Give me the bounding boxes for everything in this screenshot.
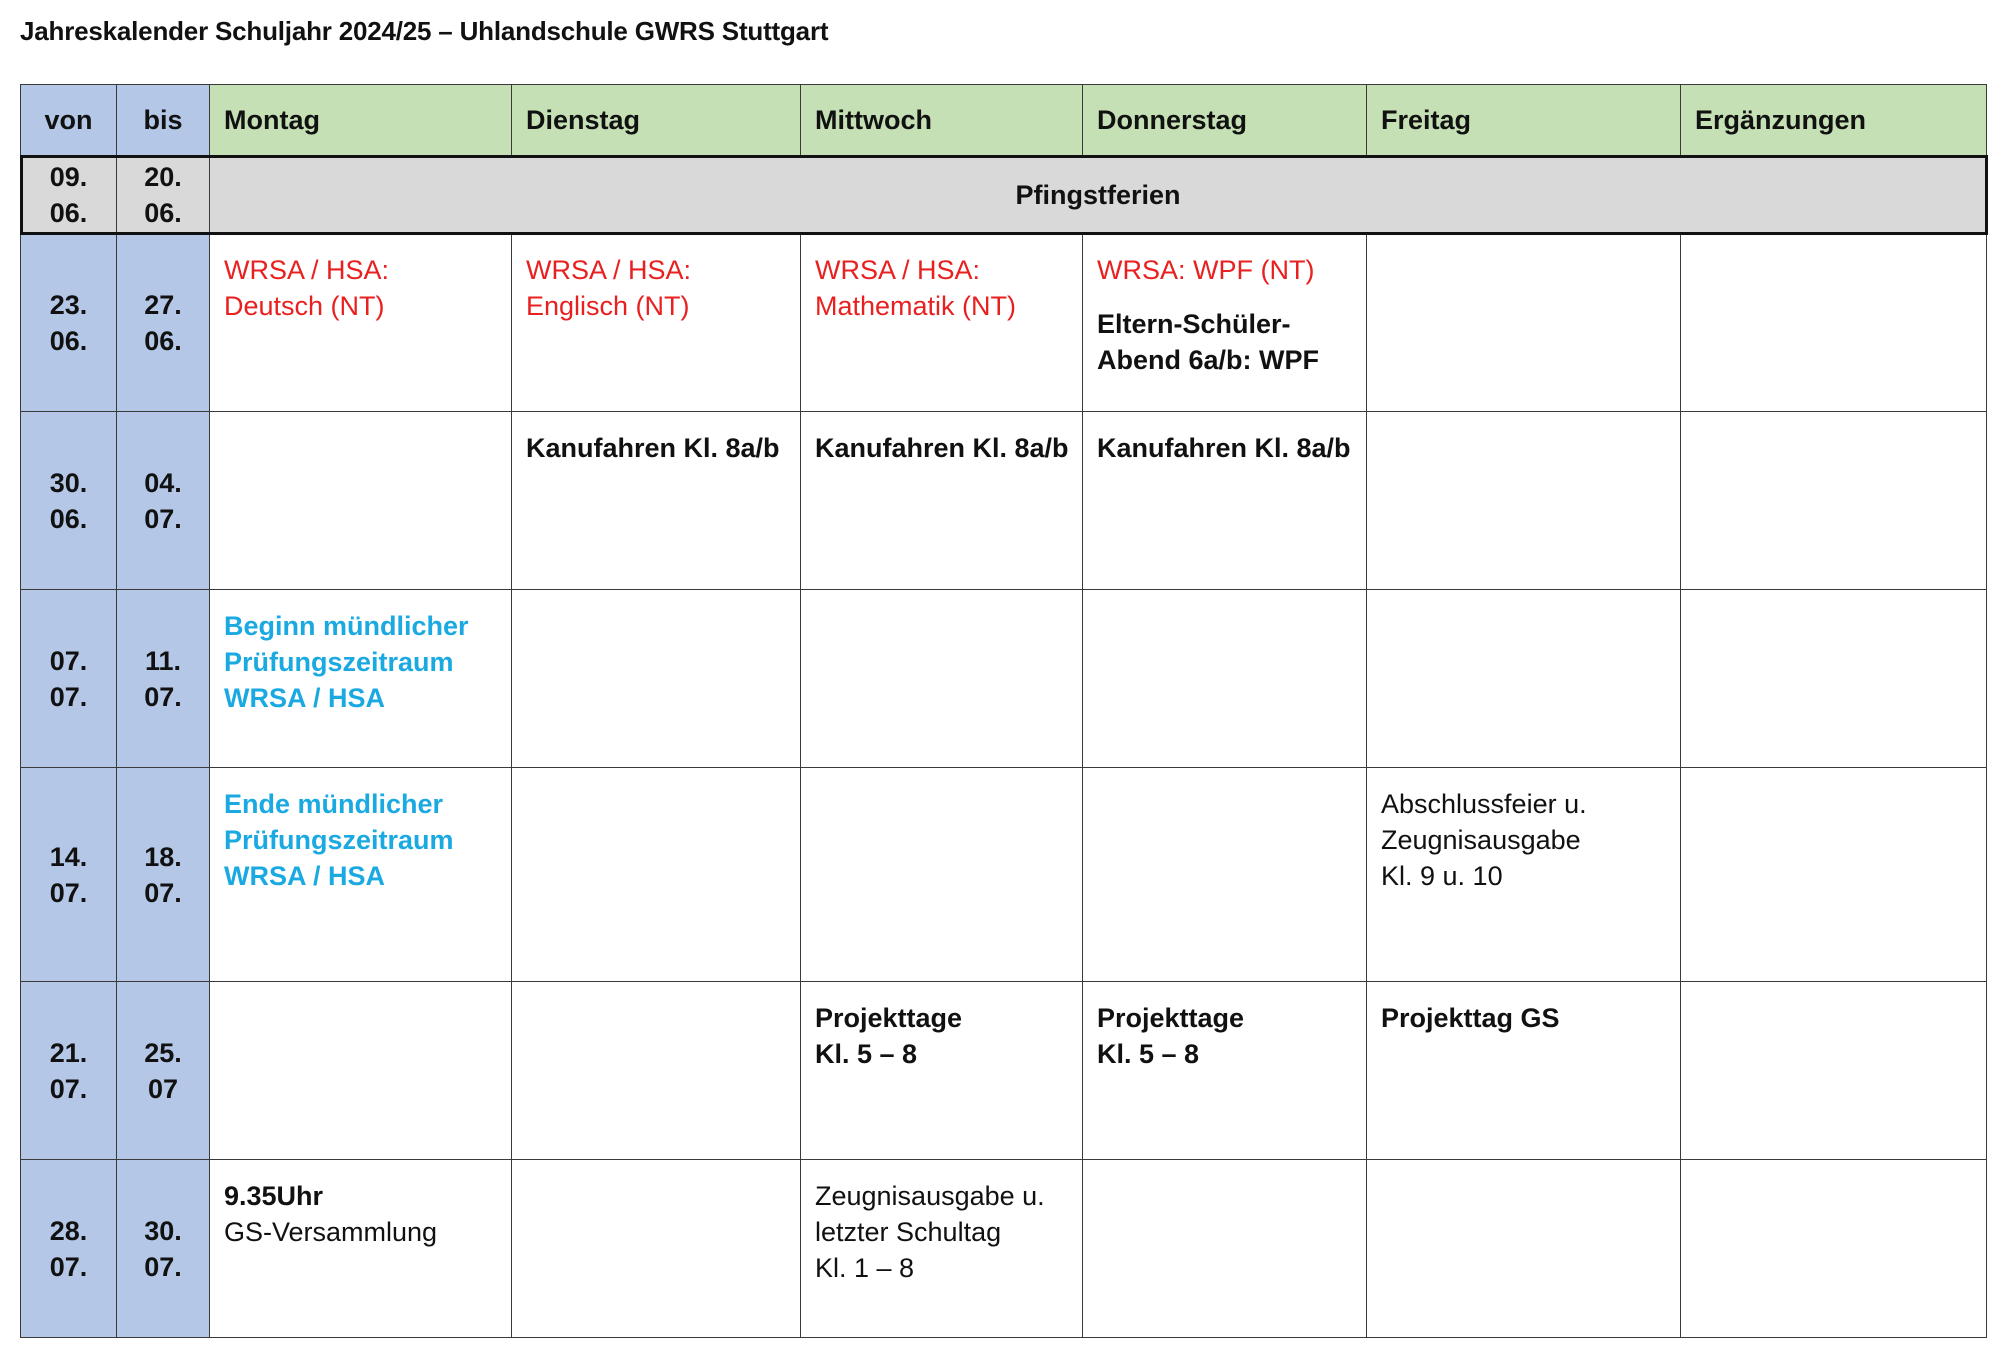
event-text: Abschlussfeier u. Zeugnisausgabe Kl. 9 u. 10 (1381, 789, 1587, 891)
date-bis: 04. 07. (117, 412, 210, 590)
date-von: 30. 06. (21, 412, 117, 590)
week-row-pfingstferien (21, 156, 1987, 234)
date-von: 21. 07. (21, 982, 117, 1160)
header-montag: Montag (210, 85, 512, 156)
cell-dienstag (512, 768, 801, 982)
week-row (21, 982, 1987, 1160)
header-freitag: Freitag (1367, 85, 1681, 156)
event-text: Beginn mündlicher Prüfungszeitraum WRSA / HSA (224, 611, 469, 713)
cell-dienstag (512, 234, 801, 412)
header-von: von (21, 85, 117, 156)
date-von: 28. 07. (21, 1160, 117, 1338)
event-text: Zeugnisausgabe u. letzter Schultag Kl. 1 – 8 (815, 1181, 1045, 1283)
event-text: WRSA / HSA: Deutsch (NT) (224, 255, 390, 321)
cell-donnerstag (1083, 1160, 1367, 1338)
event-text: GS-Versammlung (224, 1217, 438, 1247)
cell-mittwoch (801, 982, 1083, 1160)
calendar-table (20, 84, 1987, 1338)
cell-ergaenzungen (1681, 768, 1987, 982)
cell-donnerstag (1083, 768, 1367, 982)
cell-mittwoch (801, 768, 1083, 982)
cell-ergaenzungen (1681, 1160, 1987, 1338)
event-text: Kanufahren Kl. 8a/b (815, 433, 1069, 463)
cell-ergaenzungen (1681, 234, 1987, 412)
cell-freitag (1367, 982, 1681, 1160)
header-donnerstag: Donnerstag (1083, 85, 1367, 156)
cell-donnerstag (1083, 982, 1367, 1160)
header-ergaenzungen: Ergänzungen (1681, 85, 1987, 156)
date-bis: 27. 06. (117, 234, 210, 412)
event-text: Kanufahren Kl. 8a/b (1097, 433, 1351, 463)
date-von: 14. 07. (21, 768, 117, 982)
cell-freitag (1367, 234, 1681, 412)
cell-montag (210, 234, 512, 412)
cell-mittwoch (801, 590, 1083, 768)
cell-montag (210, 590, 512, 768)
event-text: WRSA / HSA: Mathematik (NT) (815, 255, 1017, 321)
event-text: Eltern-Schüler- Abend 6a/b: WPF (1097, 309, 1319, 375)
cell-mittwoch (801, 234, 1083, 412)
holiday-label: Pfingstferien (210, 156, 1987, 234)
event-text: Ende mündlicher Prüfungszeitraum WRSA / HSA (224, 789, 454, 891)
cell-ergaenzungen (1681, 982, 1987, 1160)
cell-ergaenzungen (1681, 590, 1987, 768)
header-row (21, 85, 1987, 156)
week-row (21, 234, 1987, 412)
header-bis: bis (117, 85, 210, 156)
date-bis: 11. 07. (117, 590, 210, 768)
cell-donnerstag (1083, 590, 1367, 768)
header-mittwoch: Mittwoch (801, 85, 1083, 156)
cell-freitag (1367, 590, 1681, 768)
cell-montag (210, 412, 512, 590)
event-text: Projekttag GS (1381, 1003, 1560, 1033)
cell-dienstag (512, 982, 801, 1160)
cell-mittwoch (801, 412, 1083, 590)
cell-dienstag (512, 1160, 801, 1338)
event-text: Kanufahren Kl. 8a/b (526, 433, 780, 463)
cell-dienstag (512, 412, 801, 590)
cell-montag (210, 982, 512, 1160)
week-row (21, 768, 1987, 982)
cell-ergaenzungen (1681, 412, 1987, 590)
week-row (21, 590, 1987, 768)
cell-freitag (1367, 412, 1681, 590)
date-bis: 18. 07. (117, 768, 210, 982)
date-von: 23. 06. (21, 234, 117, 412)
week-row (21, 1160, 1987, 1338)
week-row (21, 412, 1987, 590)
cell-freitag (1367, 1160, 1681, 1338)
date-von: 07. 07. (21, 590, 117, 768)
cell-montag (210, 768, 512, 982)
date-von: 09. 06. (21, 156, 117, 234)
cell-donnerstag (1083, 234, 1367, 412)
event-time: 9.35Uhr (224, 1181, 324, 1211)
event-text: Projekttage Kl. 5 – 8 (1097, 1003, 1245, 1069)
date-bis: 30. 07. (117, 1160, 210, 1338)
event-text: WRSA / HSA: Englisch (NT) (526, 255, 692, 321)
cell-montag (210, 1160, 512, 1338)
cell-dienstag (512, 590, 801, 768)
date-bis: 20. 06. (117, 156, 210, 234)
cell-freitag (1367, 768, 1681, 982)
cell-donnerstag (1083, 412, 1367, 590)
page-title: Jahreskalender Schuljahr 2024/25 – Uhlandschule GWRS Stuttgart (20, 16, 829, 46)
cell-mittwoch (801, 1160, 1083, 1338)
event-text: Projekttage Kl. 5 – 8 (815, 1003, 963, 1069)
header-dienstag: Dienstag (512, 85, 801, 156)
date-bis: 25. 07 (117, 982, 210, 1160)
event-text: WRSA: WPF (NT) (1097, 255, 1315, 285)
